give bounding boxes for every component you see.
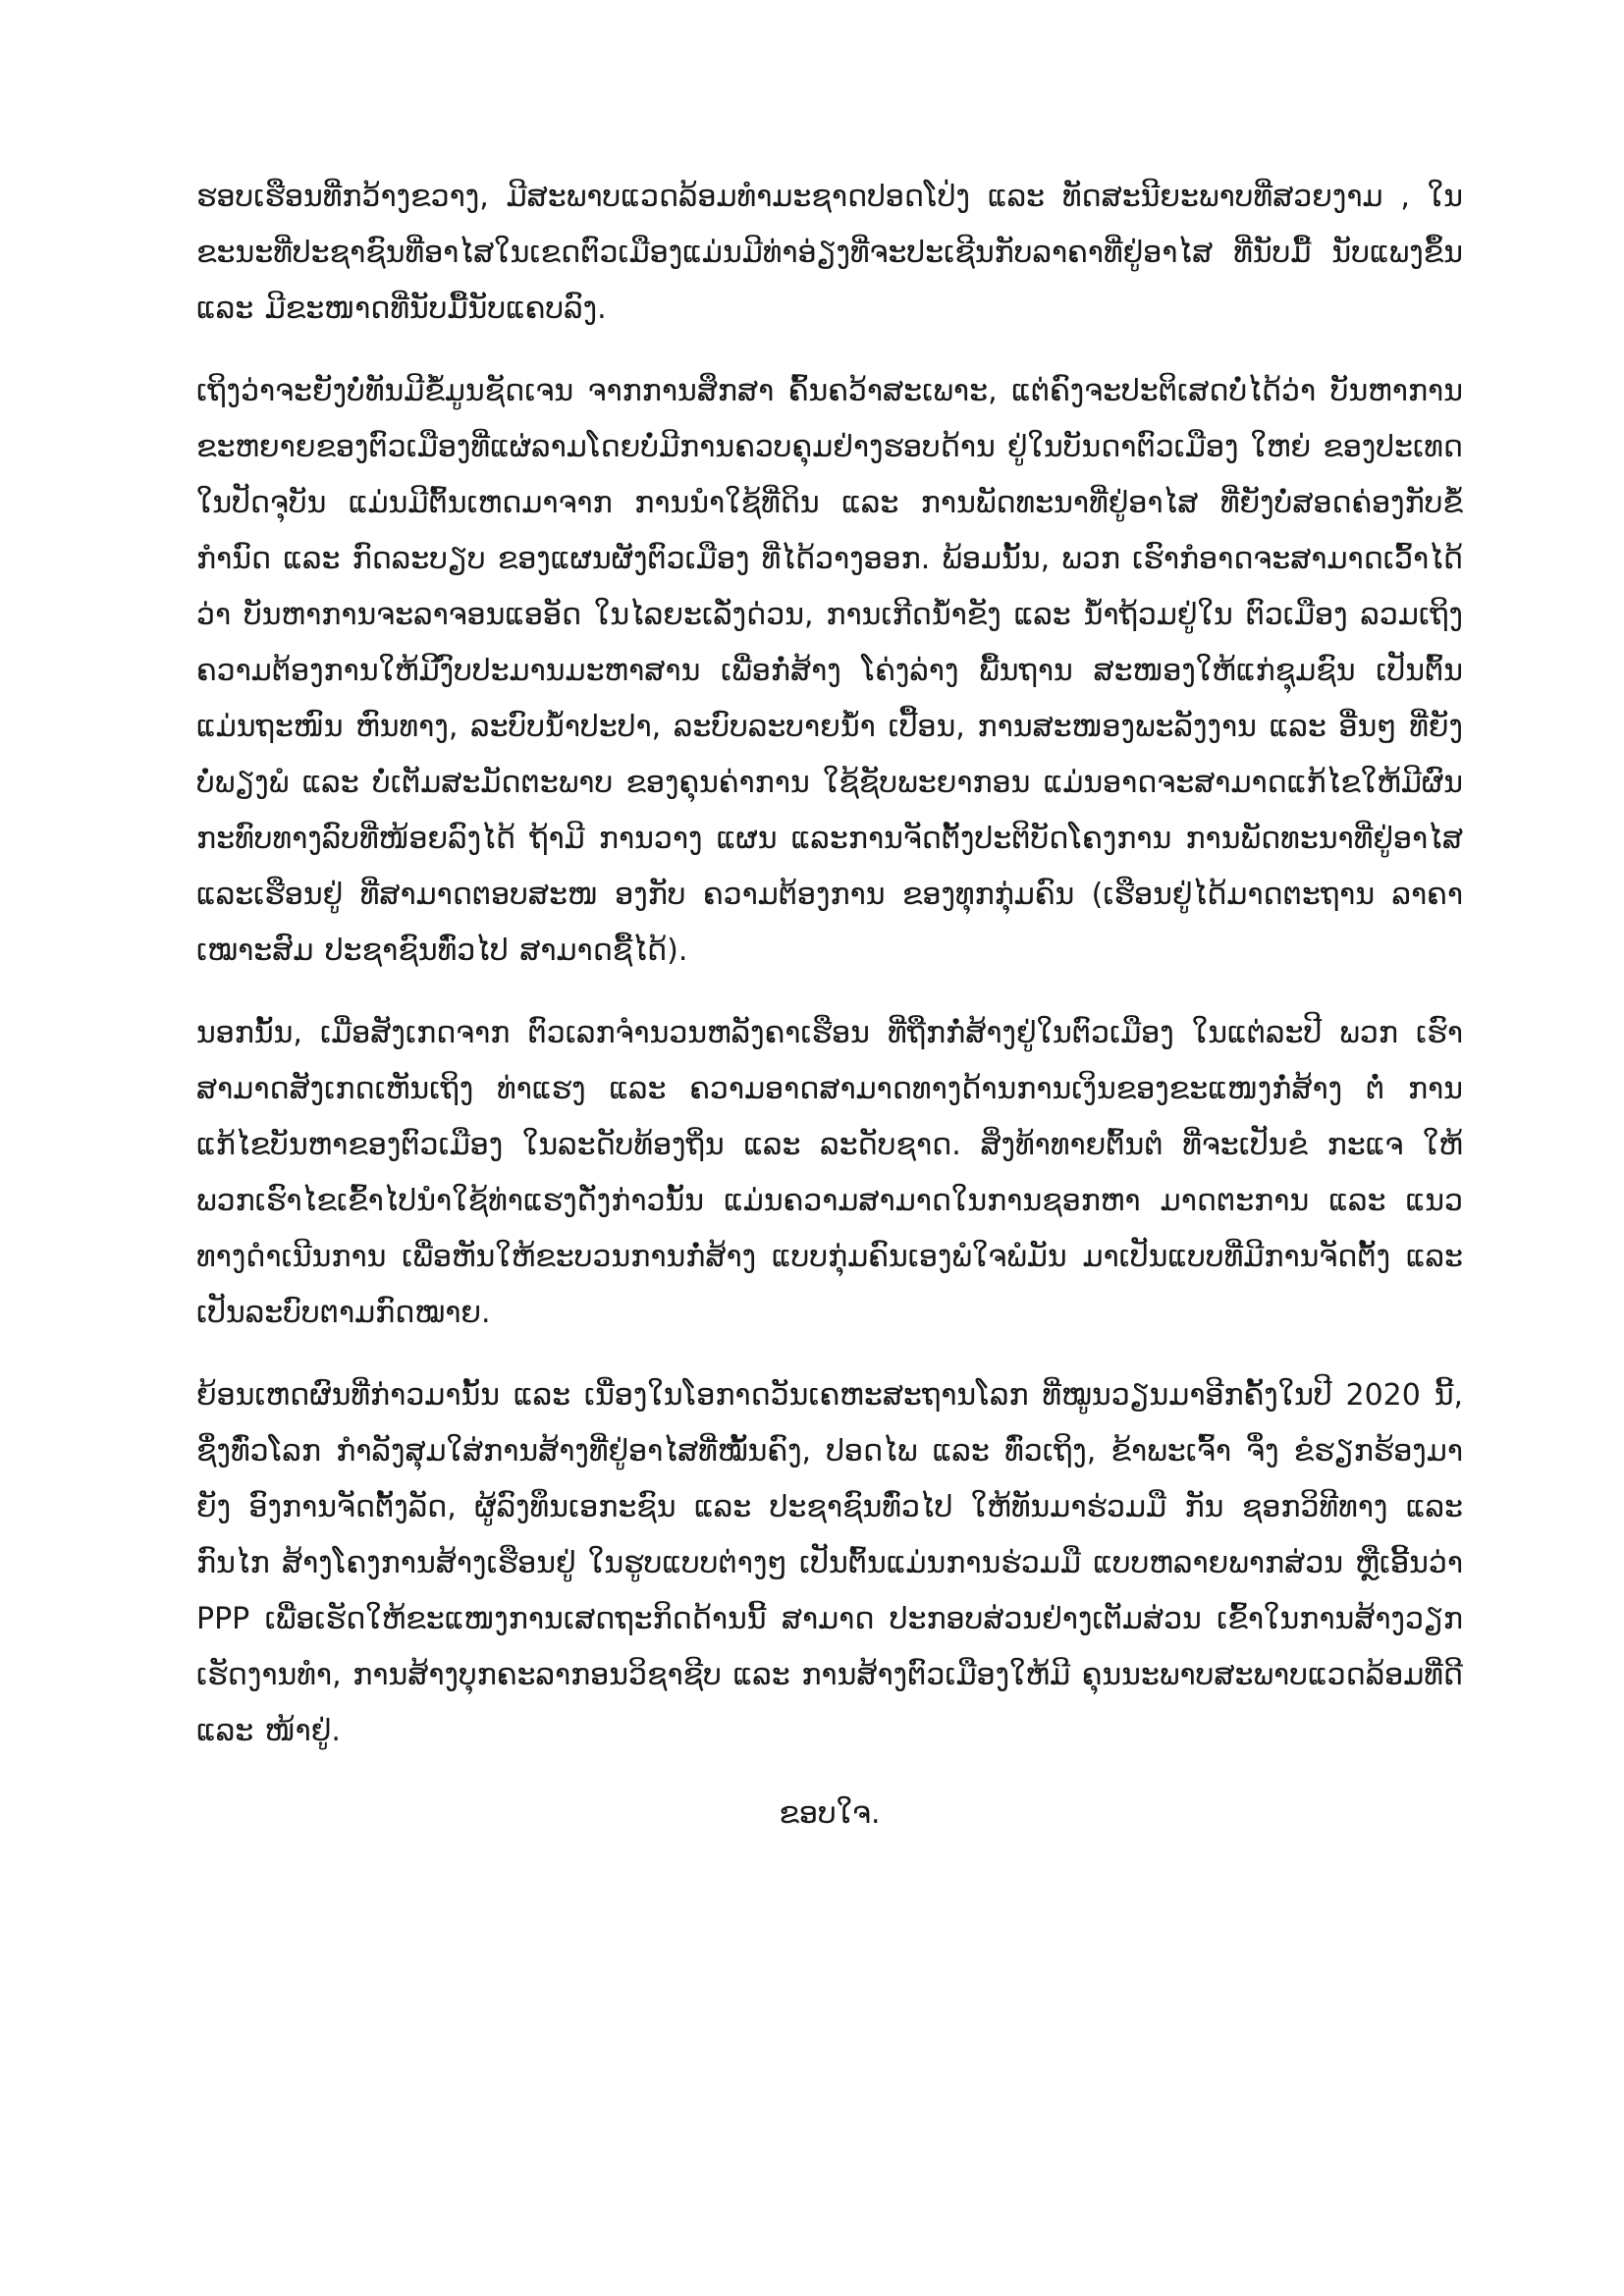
document-body [196,169,1463,1842]
paragraph-1: ຮອບເຮືອນທີ່ກວ້າງຂວາງ, ມີສະພາບແວດລ້ອມທຳມະຊາດປອດໂປ່ງ ແລະ ທັດສະນີຍະພາບທີ່ສວຍງາມ , ໃນຂະນະທີ່ປະຊາຊົນທີ່ອາໄສໃນເຂດຕົວເມືອງແມ່ນມີທ່າອ່ຽງທີ່ຈະປະເຊີນກັບລາຄາທີ່ຢູ່ອາໄສ ທີ່ນັບມື້ ນັບແພງຂຶ້ນ ແລະ ມີຂະໜາດທີ່ນັບມື້ນັບແຄບລົງ. [196,180,1463,326]
paragraph-4: ຍ້ອນເຫດຜົນທີ່ກ່າວມານັ້ນ ແລະ ເນື່ອງໃນໂອກາດວັນເຄຫະສະຖານໂລກ ທີ່ໝູນວຽນມາອີກຄັ້ງໃນປີ 2020 ນີ້, ຊຶ່ງທົ່ວໂລກ ກຳລັງສຸມໃສ່ການສ້າງທີ່ຢູ່ອາໄສທີ່ໝັ້ນຄົງ, ປອດໄພ ແລະ ທົ່ວເຖິງ, ຂ້າພະເຈົ້າ ຈຶ່ງ ຂໍຮຽກຮ້ອງມາຍັງ ອົງການຈັດຕັ້ງລັດ, ຜູ້ລົງທຶນເອກະຊົນ ແລະ ປະຊາຊົນທົ່ວໄປ ໃຫ້ທັນມາຮ່ວມມື ກັນ ຊອກວິທີທາງ ແລະ ກົນໄກ ສ້າງໂຄງການສ້າງເຮືອນຢູ່ ໃນຮູບແບບຕ່າງໆ ເປັນຕົ້ນແມ່ນການຮ່ວມມື ແບບຫລາຍພາກສ່ວນ ຫຼືເອີ້ນວ່າ PPP ເພື່ອເຮັດໃຫ້ຂະແໜງການເສດຖະກິດດ້ານນີ້ ສາມາດ ປະກອບສ່ວນຢ່າງເຕັມສ່ວນ ເຂົ້າໃນການສ້າງວຽກເຮັດງານທຳ, ການສ້າງບຸກຄະລາກອນວິຊາຊີບ ແລະ ການສ້າງຕົວເມືອງໃຫ້ມີ ຄຸນນະພາບສະພາບແວດລ້ອມທີ່ດີ ແລະ ໜ້າຢູ່. [196,1378,1463,1748]
paragraph-3: ນອກນັ້ນ, ເມື່ອສັງເກດຈາກ ຕົວເລກຈຳນວນຫລັງຄາເຮືອນ ທີ່ຖືກກໍ່ສ້າງຢູ່ໃນຕົວເມືອງ ໃນແຕ່ລະປີ ພວກ ເຮົາສາມາດສັງເກດເຫັນເຖິງ ທ່າແຮງ ແລະ ຄວາມອາດສາມາດທາງດ້ານການເງິນຂອງຂະແໜງກໍ່ສ້າງ ຕໍ່ ການແກ້ໄຂບັນຫາຂອງຕົວເມືອງ ໃນລະດັບທ້ອງຖິ່ນ ແລະ ລະດັບຊາດ. ສິ່ງທ້າທາຍຕົ້ນຕໍ ທີ່ຈະເປັນຂໍ ກະແຈ ໃຫ້ພວກເຮົາໄຂເຂົ້າໄປນຳໃຊ້ທ່າແຮງດັ່ງກ່າວນັ້ນ ແມ່ນຄວາມສາມາດໃນການຊອກຫາ ມາດຕະການ ແລະ ແນວທາງດຳເນີນການ ເພື່ອຫັນໃຫ້ຂະບວນການກໍ່ສ້າງ ແບບກຸ່ມຄົນເອງພໍໃຈພໍມັນ ມາເປັນແບບທີ່ມີການຈັດຕັ້ງ ແລະ ເປັນລະບົບຕາມກົດໝາຍ. [196,1016,1463,1330]
paragraph-2: ເຖິງວ່າຈະຍັງບໍ່ທັນມີຂໍ້ມູນຊັດເຈນ ຈາກການສຶກສາ ຄົ້ນຄວ້າສະເພາະ, ແຕ່ຄົງຈະປະຕິເສດບໍ່ໄດ້ວ່າ ບັນຫາການຂະຫຍາຍຂອງຕົວເມືອງທີ່ແຜ່ລາມໂດຍບໍ່ມີການຄວບຄຸມຢ່າງຮອບດ້ານ ຢູ່ໃນບັນດາຕົວເມືອງ ໃຫຍ່ ຂອງປະເທດໃນປັດຈຸບັນ ແມ່ນມີຕົ້ນເຫດມາຈາກ ການນຳໃຊ້ທີ່ດິນ ແລະ ການພັດທະນາທີ່ຢູ່ອາໄສ ທີ່ຍັງບໍ່ສອດຄ່ອງກັບຂໍ້ກຳນົດ ແລະ ກົດລະບຽບ ຂອງແຜນຜັງຕົວເມືອງ ທີ່ໄດ້ວາງອອກ. ພ້ອມນັ້ນ, ພວກ ເຮົາກໍອາດຈະສາມາດເວົ້າໄດ້ວ່າ ບັນຫາການຈະລາຈອນແອອັດ ໃນໄລຍະເລັ່ງດ່ວນ, ການເກີດນ້ຳຂັງ ແລະ ນ້ຳຖ້ວມຢູ່ໃນ ຕົວເມືອງ ລວມເຖິງຄວາມຕ້ອງການໃຫ້ມີງົບປະມານມະຫາສານ ເພື່ອກໍ່ສ້າງ ໂຄ່ງລ່າງ ພື້ນຖານ ສະໜອງໃຫ້ແກ່ຊຸມຊົນ ເປັນຕົ້ນແມ່ນຖະໜົນ ຫົນທາງ, ລະບົບນ້ຳປະປາ, ລະບົບລະບາຍນ້ຳ ເປື້ອນ, ການສະໜອງພະລັງງານ ແລະ ອື່ນໆ ທີ່ຍັງບໍ່ພຽງພໍ ແລະ ບໍ່ເຕັມສະມັດຕະພາບ ຂອງຄຸນຄ່າການ ໃຊ້ຊັບພະຍາກອນ ແມ່ນອາດຈະສາມາດແກ້ໄຂໃຫ້ມີຜົນກະທົບທາງລົບທີ່ໜ້ອຍລົງໄດ້ ຖ້າມີ ການວາງ ແຜນ ແລະການຈັດຕັ້ງປະຕິບັດໂຄງການ ການພັດທະນາທີ່ຢູ່ອາໄສ ແລະເຮືອນຢູ່ ທີ່ສາມາດຕອບສະໜ ອງກັບ ຄວາມຕ້ອງການ ຂອງທຸກກຸ່ມຄົນ (ເຮືອນຢູ່ໄດ້ມາດຕະຖານ ລາຄາເໝາະສົມ ປະຊາຊົນທົ່ວໄປ ສາມາດຊື້ໄດ້). [196,374,1463,968]
closing-thanks: ຂອບໃຈ. [779,1796,881,1831]
